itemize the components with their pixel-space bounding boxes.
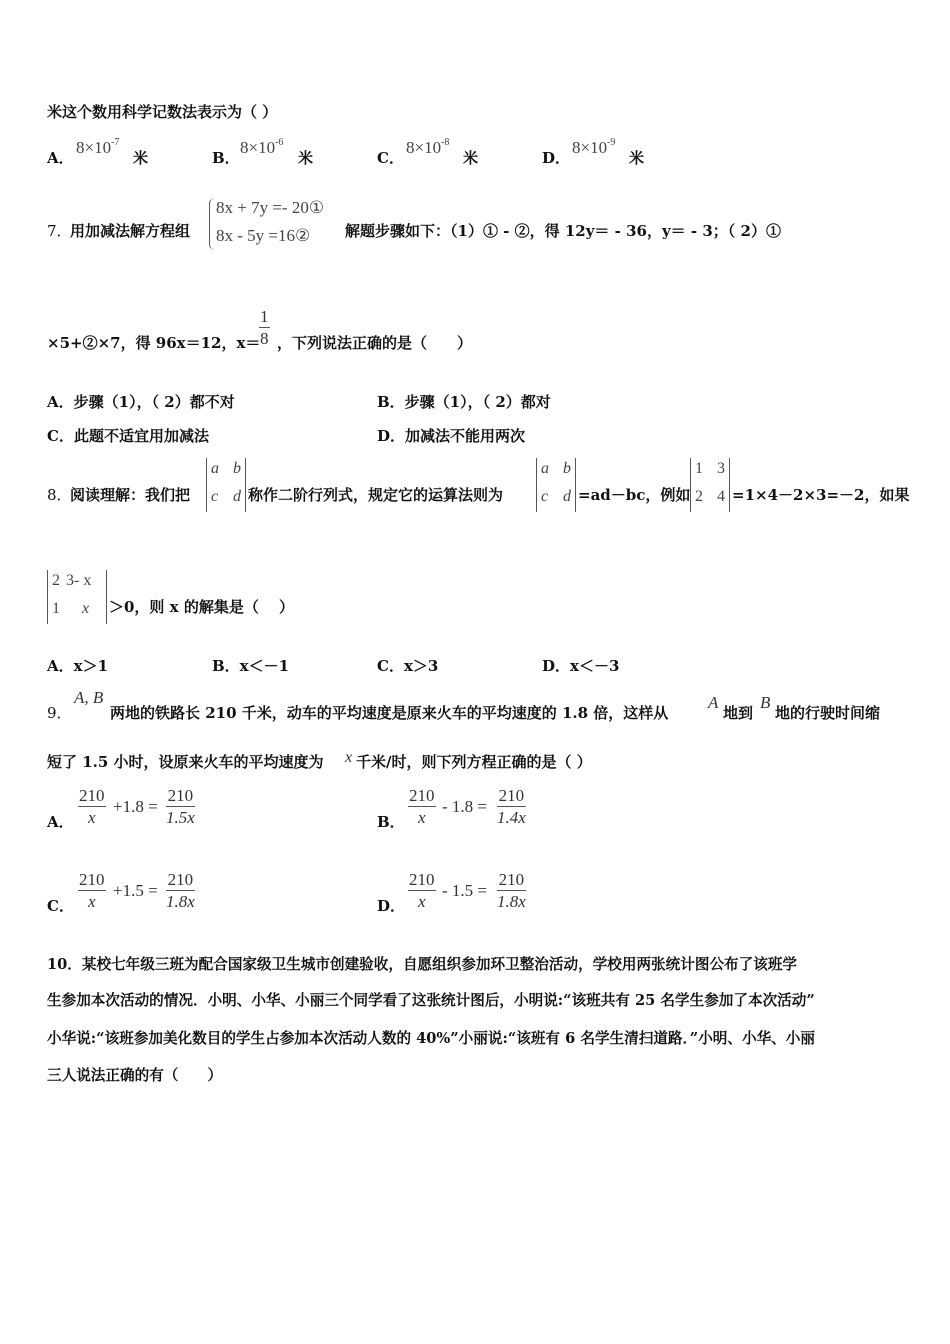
q8-option-b: B．x＜－1 (212, 657, 290, 675)
math-a: A (708, 693, 719, 712)
fraction: $\frac{210}{x}$ (409, 870, 435, 911)
fraction: $\frac{210}{x}$ (79, 786, 105, 827)
q7-option-c: C．此题不适宜用加减法 (47, 427, 209, 445)
question-text: 称作二阶行列式，规定它的运算法则为 (248, 486, 504, 504)
equation-operator: - 1.5 = (442, 881, 487, 900)
fraction: $\frac{210}{1.8x}$ (497, 870, 526, 911)
solution-steps: 解题步骤如下：（1）① - ②，得 12y＝ - 36，y＝ - 3；（ 2）① (345, 222, 781, 240)
q7-option-a: A．步骤（1），（ 2）都不对 (47, 393, 235, 411)
question-text: 千米/时，则下列方程正确的是（ ） (356, 753, 592, 771)
sci-notation: $8\times 10^{-8}$ (406, 137, 450, 157)
math-x: x (345, 749, 353, 766)
unit-label: 米 (629, 149, 645, 167)
math-ab: A, B (74, 688, 104, 707)
equation-operator: - 1.8 = (442, 797, 487, 816)
q7-option-b: B．步骤（1），（ 2）都对 (377, 393, 551, 411)
fraction: $\frac{1}{8}$ (260, 307, 269, 348)
option-letter: C． (377, 149, 404, 167)
question-text: 阅读理解：我们把 (70, 486, 191, 504)
option-letter: D． (377, 897, 406, 915)
q8-option-c: C．x＞3 (377, 657, 439, 675)
question-text: 两地的铁路长 210 千米，动车的平均速度是原来火车的平均速度的 1.8 倍，这样从 (110, 704, 669, 722)
question-stem: 用加减法解方程组 (70, 222, 191, 240)
determinant-example: 1 3 2 4 (690, 458, 730, 512)
sci-notation: $8\times 10^{-9}$ (572, 137, 616, 157)
fraction: $\frac{210}{x}$ (409, 786, 435, 827)
q6-stem-tail: 米这个数用科学记数法表示为（ ） (47, 103, 278, 121)
determinant-abcd: a b c d (206, 458, 246, 512)
equation-brace (209, 198, 215, 250)
fraction: $\frac{210}{1.5x}$ (166, 786, 195, 827)
question-number: 8． (47, 486, 72, 504)
question-prompt: ＞0，则 x 的解集是（ ） (109, 598, 295, 616)
option-letter: A． (47, 813, 74, 831)
unit-label: 米 (298, 149, 314, 167)
question-text: 地的行驶时间缩 (775, 704, 881, 722)
steps-continued: ×5+②×7，得 96x＝12，x＝ (47, 334, 261, 352)
determinant-condition: 2 3- x 1 x (47, 570, 107, 624)
option-letter: B． (377, 813, 405, 831)
fraction: $\frac{210}{1.4x}$ (497, 786, 526, 827)
question-text: =ad－bc，例如 (578, 486, 691, 504)
option-letter: C． (47, 897, 74, 915)
option-letter: B． (212, 149, 240, 167)
question-number: 7． (47, 222, 72, 240)
equation-2: 8x - 5y =16② (216, 226, 311, 245)
question-text: 地到 (723, 704, 754, 722)
math-b: B (760, 693, 771, 712)
q8-option-d: D．x＜－3 (542, 657, 620, 675)
q10-line: 三人说法正确的有（ ） (47, 1067, 223, 1084)
unit-label: 米 (133, 149, 149, 167)
question-number: 9． (47, 704, 72, 722)
q8-option-a: A．x＞1 (47, 657, 109, 675)
option-letter: A． (47, 149, 74, 167)
q7-option-d: D．加减法不能用两次 (377, 427, 526, 445)
determinant-abcd: a b c d (536, 458, 576, 512)
sci-notation: $8\times 10^{-7}$ (76, 137, 120, 157)
equation-1: 8x + 7y =- 20① (216, 198, 325, 217)
question-prompt: ，下列说法正确的是（ ） (277, 334, 473, 352)
option-letter: D． (542, 149, 571, 167)
sci-notation: $8\times 10^{-6}$ (240, 137, 284, 157)
equation-operator: +1.5 = (113, 881, 158, 900)
q10-line: 生参加本次活动的情况．小明、小华、小丽三个同学看了这张统计图后，小明说:“该班共有 25 名学生参加了本次活动” (47, 992, 815, 1009)
q10-line: 小华说:“该班参加美化数目的学生占参加本次活动人数的 40%”小丽说:“该班有 6 名学生清扫道路．”小明、小华、小丽 (47, 1030, 815, 1047)
fraction: $\frac{210}{1.8x}$ (166, 870, 195, 911)
q10-line: 10．某校七年级三班为配合国家级卫生城市创建验收，自愿组织参加环卫整治活动，学校用两张统计图公布了该班学 (47, 956, 798, 973)
question-text: =1×4－2×3=－2，如果 (732, 486, 910, 504)
fraction: $\frac{210}{x}$ (79, 870, 105, 911)
equation-operator: +1.8 = (113, 797, 158, 816)
unit-label: 米 (463, 149, 479, 167)
question-text: 短了 1.5 小时，设原来火车的平均速度为 (47, 753, 324, 771)
